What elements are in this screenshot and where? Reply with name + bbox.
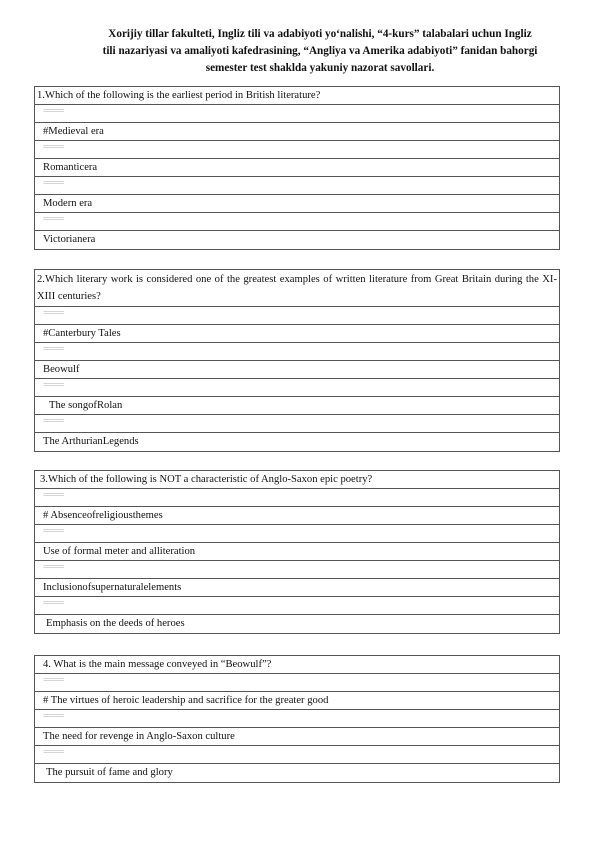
option-separator: ===== (35, 710, 559, 728)
option-separator: ===== (35, 213, 559, 231)
option-separator: ===== (35, 597, 559, 615)
option-separator: ===== (35, 141, 559, 159)
question-text: 1.Which of the following is the earliest period in British literature? (35, 87, 559, 105)
question-text: 4. What is the main message conveyed in “Beowulf”? (35, 656, 559, 674)
answer-option: Emphasis on the deeds of heroes (46, 618, 185, 629)
question-block-3 (34, 470, 560, 634)
option-separator: ===== (35, 307, 559, 325)
option-separator: ===== (35, 674, 559, 692)
answer-option: The pursuit of fame and glory (46, 767, 173, 778)
option-separator: ===== (35, 415, 559, 433)
answer-option: Inclusionofsupernaturalelements (35, 579, 559, 597)
answer-option: # The virtues of heroic leadership and sacrifice for the greater good (35, 692, 559, 710)
question-block-1 (34, 86, 560, 250)
answer-option: #Medieval era (35, 123, 559, 141)
answer-option: The songofRolan (35, 397, 559, 415)
option-separator: ===== (35, 489, 559, 507)
header-line-2: tili nazariyasi va amaliyoti kafedrasining, “Angliya va Amerika adabiyoti” fanidan bahorgi (102, 45, 538, 57)
answer-option: The need for revenge in Anglo-Saxon culture (35, 728, 559, 746)
question-text: 3.Which of the following is NOT a characteristic of Anglo-Saxon epic poetry? (35, 471, 559, 489)
header-line-1: Xorijiy tillar fakulteti, Ingliz tili va adabiyoti yo‘nalishi, “4-kurs” talabalari uchun Ingliz (108, 28, 532, 40)
option-separator: ===== (35, 561, 559, 579)
answer-option: Victorianera (43, 234, 96, 245)
option-separator: ===== (35, 105, 559, 123)
document-header (70, 26, 570, 77)
answer-option: Use of formal meter and alliteration (35, 543, 559, 561)
answer-option: # Absenceofreligiousthemes (35, 507, 559, 525)
header-line-3: semester test shaklda yakuniy nazorat savollari. (205, 62, 435, 74)
answer-option: #Canterbury Tales (35, 325, 559, 343)
question-block-4 (34, 655, 560, 783)
answer-option: The ArthurianLegends (43, 436, 139, 447)
option-separator: ===== (35, 177, 559, 195)
answer-option: Modern era (35, 195, 559, 213)
option-separator: ===== (35, 525, 559, 543)
answer-option: Beowulf (35, 361, 559, 379)
option-separator: ===== (35, 746, 559, 764)
answer-option: Romanticera (35, 159, 559, 177)
option-separator: ===== (35, 343, 559, 361)
option-separator: ===== (35, 379, 559, 397)
question-text: 2.Which literary work is considered one of the greatest examples of written literature from Great Britain during the XI-XIII centuries? (35, 270, 559, 307)
question-block-2 (34, 269, 560, 452)
